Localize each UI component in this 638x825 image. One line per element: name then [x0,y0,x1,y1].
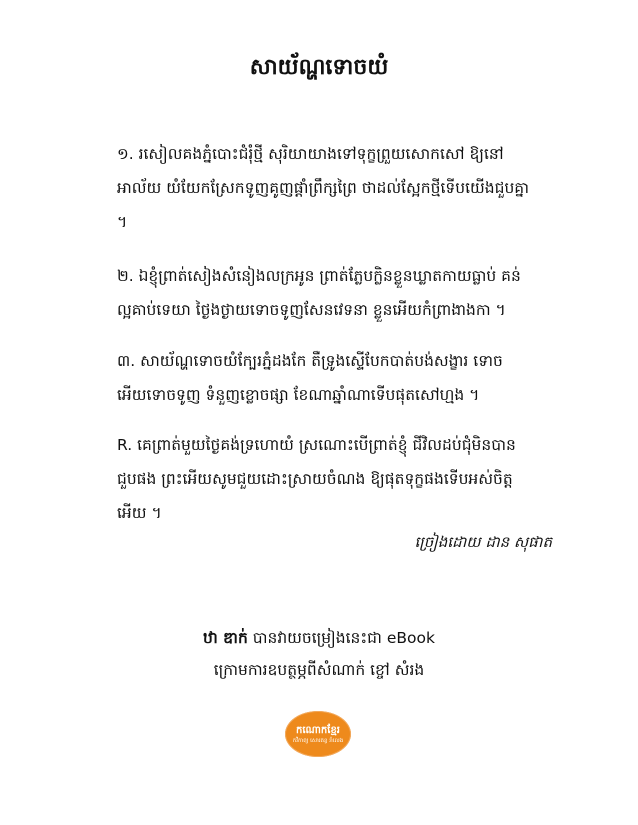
verse-line: ។ [117,213,128,231]
verse-line: R. គេព្រាត់មួយថ្ងៃគង់ទ្រហោយំ ស្រណោះបើព្រាត់ខ្ញុំ ជីវិលដប់ជុំមិនបាន [117,436,516,454]
credit-line-2: ក្រោមការឧបត្ថម្ភពីសំណាក់ ខ្ចៅ សំរង [213,661,425,679]
typist-name: ឋា ឌាក់ [203,629,248,647]
logo-title: កណោកខ្មែរ [296,724,340,736]
credit-line-1 [0,622,638,654]
verse-line: ជួបផង ព្រះអើយសូមជួយដោះស្រាយចំណង ឱ្យផុតទុក្ខផងទើបអស់ចិត្ត [117,470,513,488]
verse-refrain [117,428,557,530]
verse-line: ៣. សាយ័ណ្ហទោចយំក្បែរភ្នំដងកែ តឺទ្រូងស្ទើបែកបាត់បង់សង្ខារ ទោច [117,352,503,370]
verse-line: អើយទោចទូញ ទំនួញខ្លោចផ្សា ខែណាឆ្នាំណាទើបផុតសៅហ្មង ។ [117,386,480,404]
verse-line: ១. រសៀលគងភ្នំបោះជំរុំថ្មី សុរិយាយាងទៅទុក្ខព្រួយសោកសៅ ឱ្យនៅ [117,145,504,163]
song-title: សាយ័ណ្ហទោចយំ [249,55,389,80]
site-logo [285,711,351,757]
verse-3 [117,344,557,412]
verse-1 [117,137,557,239]
verse-line: ល្អគាប់ទេយា ថ្ងៃងថ្ងាយទោចទូញសែនវេទនា ខ្លួនអើយកំព្រាងាងកា ។ [117,301,506,319]
singer-credit: ច្រៀងដោយ ដាន សុផាត [414,533,552,551]
logo-subtitle: កវីកាព្យ សោរគន្ធ រាំលេង [292,737,344,744]
credit-line-1-text: បានវាយចម្រៀងនេះជា eBook [247,629,435,647]
verse-line: អាល័យ យំយែកស្រែកទូញគូញផ្តាំព្រឹក្សព្រៃ ថាដល់ស្អែកថ្មីទើបយើងជួបគ្នា [117,179,530,197]
ebook-credit [0,622,638,686]
verse-2 [117,259,557,327]
verse-line: អើយ ។ [117,504,162,522]
verse-line: ២. ឯខ្ញុំព្រាត់សៀងសំនៀងលក្រអូន ព្រាត់ភ្លែបក្លិនខ្លួនឃ្លាតកាយធ្លាប់ គន់ [117,267,521,285]
